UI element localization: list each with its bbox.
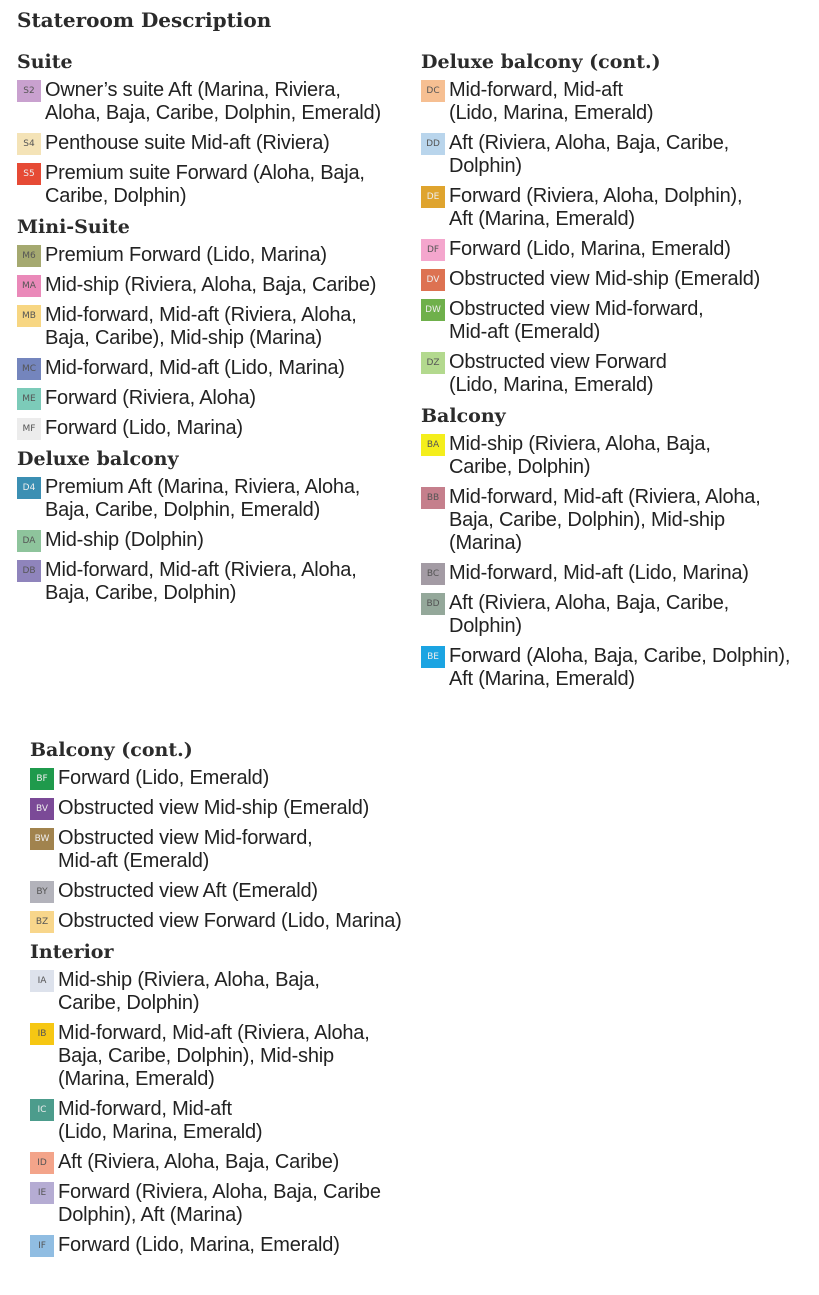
- color-swatch: DB: [17, 560, 41, 582]
- section-balcony: [421, 404, 813, 691]
- color-swatch: IB: [30, 1023, 54, 1045]
- legend-label: Obstructed view Aft (Emerald): [58, 880, 318, 902]
- legend-label: Forward (Riviera, Aloha, Dolphin), Aft (Marina, Emerald): [449, 185, 743, 230]
- legend-label: Premium suite Forward (Aloha, Baja, Caribe, Dolphin): [45, 162, 365, 207]
- color-swatch: IC: [30, 1099, 54, 1121]
- legend-label: Premium Aft (Marina, Riviera, Aloha, Baja, Caribe, Dolphin, Emerald): [45, 476, 361, 521]
- legend-item-ia: [30, 969, 450, 1015]
- color-swatch: DA: [17, 530, 41, 552]
- color-swatch: S4: [17, 133, 41, 155]
- color-swatch: BA: [421, 434, 445, 456]
- legend-label: Mid-forward, Mid-aft (Lido, Marina, Emerald): [58, 1098, 263, 1143]
- color-swatch: D4: [17, 477, 41, 499]
- legend-item-df: [421, 238, 813, 261]
- legend-item-ma: [17, 274, 417, 297]
- legend-label: Aft (Riviera, Aloha, Baja, Caribe): [58, 1151, 340, 1173]
- color-swatch: BC: [421, 563, 445, 585]
- color-swatch: DW: [421, 299, 445, 321]
- color-swatch: DE: [421, 186, 445, 208]
- legend-item-bc: [421, 562, 813, 585]
- legend-label: Mid-forward, Mid-aft (Lido, Marina): [45, 357, 345, 379]
- legend-column-1: [17, 50, 417, 612]
- legend-label: Obstructed view Forward (Lido, Marina): [58, 910, 402, 932]
- legend-label: Aft (Riviera, Aloha, Baja, Caribe, Dolphin): [449, 592, 729, 637]
- section-deluxe-balcony: [17, 447, 417, 605]
- legend-label: Obstructed view Mid-ship (Emerald): [58, 797, 370, 819]
- legend-label: Mid-ship (Dolphin): [45, 529, 204, 551]
- color-swatch: DC: [421, 80, 445, 102]
- color-swatch: DF: [421, 239, 445, 261]
- page-title: Stateroom Description: [17, 8, 272, 32]
- legend-item-d4: [17, 476, 417, 522]
- legend-label: Obstructed view Mid-ship (Emerald): [449, 268, 761, 290]
- legend-label: Mid-forward, Mid-aft (Lido, Marina, Emerald): [449, 79, 654, 124]
- legend-label: Mid-ship (Riviera, Aloha, Baja, Caribe, Dolphin): [449, 433, 711, 478]
- section-suite: [17, 50, 417, 208]
- section-title: Mini-Suite: [17, 216, 130, 238]
- legend-item-me: [17, 387, 417, 410]
- legend-item-s2: [17, 79, 417, 125]
- legend-item-m6: [17, 244, 417, 267]
- legend-label: Mid-forward, Mid-aft (Riviera, Aloha, Baja, Caribe, Dolphin), Mid-ship (Marina): [449, 486, 761, 554]
- color-swatch: BE: [421, 646, 445, 668]
- legend-item-dw: [421, 298, 813, 344]
- legend-item-mf: [17, 417, 417, 440]
- legend-item-db: [17, 559, 417, 605]
- legend-label: Mid-forward, Mid-aft (Riviera, Aloha, Baja, Caribe, Dolphin), Mid-ship (Marina, Emerald): [58, 1022, 370, 1090]
- legend-item-dd: [421, 132, 813, 178]
- color-swatch: IA: [30, 970, 54, 992]
- legend-item-ie: [30, 1181, 450, 1227]
- legend-item-id: [30, 1151, 450, 1174]
- color-swatch: ID: [30, 1152, 54, 1174]
- legend-label: Owner’s suite Aft (Marina, Riviera, Aloha, Baja, Caribe, Dolphin, Emerald): [45, 79, 381, 124]
- section-mini-suite: [17, 215, 417, 440]
- section-title: Interior: [30, 941, 114, 963]
- legend-label: Forward (Lido, Emerald): [58, 767, 270, 789]
- section-title: Balcony (cont.): [30, 739, 193, 761]
- legend-item-dc: [421, 79, 813, 125]
- legend-label: Forward (Lido, Marina): [45, 417, 243, 439]
- color-swatch: BF: [30, 768, 54, 790]
- section-title: Suite: [17, 51, 73, 73]
- legend-label: Mid-forward, Mid-aft (Riviera, Aloha, Baja, Caribe, Dolphin): [45, 559, 357, 604]
- legend-item-mc: [17, 357, 417, 380]
- section-deluxe-balcony-cont: [421, 50, 813, 397]
- legend-label: Forward (Aloha, Baja, Caribe, Dolphin), Aft (Marina, Emerald): [449, 645, 791, 690]
- color-swatch: DD: [421, 133, 445, 155]
- legend-column-3: [30, 738, 450, 1264]
- legend-item-if: [30, 1234, 450, 1257]
- section-title: Balcony: [421, 405, 506, 427]
- legend-label: Penthouse suite Mid-aft (Riviera): [45, 132, 330, 154]
- color-swatch: ME: [17, 388, 41, 410]
- color-swatch: S5: [17, 163, 41, 185]
- legend-label: Obstructed view Forward (Lido, Marina, Emerald): [449, 351, 667, 396]
- color-swatch: M6: [17, 245, 41, 267]
- legend-label: Obstructed view Mid-forward, Mid-aft (Emerald): [449, 298, 704, 343]
- legend-item-be: [421, 645, 813, 691]
- color-swatch: MF: [17, 418, 41, 440]
- section-title: Deluxe balcony (cont.): [421, 51, 661, 73]
- color-swatch: BW: [30, 828, 54, 850]
- color-swatch: BV: [30, 798, 54, 820]
- legend-label: Aft (Riviera, Aloha, Baja, Caribe, Dolphin): [449, 132, 729, 177]
- color-swatch: BZ: [30, 911, 54, 933]
- color-swatch: S2: [17, 80, 41, 102]
- color-swatch: MB: [17, 305, 41, 327]
- legend-item-bv: [30, 797, 450, 820]
- legend-column-2: [421, 50, 813, 698]
- legend-item-dv: [421, 268, 813, 291]
- color-swatch: BB: [421, 487, 445, 509]
- color-swatch: DZ: [421, 352, 445, 374]
- legend-item-de: [421, 185, 813, 231]
- legend-item-dz: [421, 351, 813, 397]
- legend-item-bf: [30, 767, 450, 790]
- legend-item-ib: [30, 1022, 450, 1091]
- color-swatch: MA: [17, 275, 41, 297]
- section-interior: [30, 940, 450, 1257]
- color-swatch: BY: [30, 881, 54, 903]
- legend-item-mb: [17, 304, 417, 350]
- section-balcony-cont: [30, 738, 450, 933]
- legend-label: Mid-forward, Mid-aft (Lido, Marina): [449, 562, 749, 584]
- legend-item-ba: [421, 433, 813, 479]
- legend-label: Premium Forward (Lido, Marina): [45, 244, 327, 266]
- legend-item-da: [17, 529, 417, 552]
- color-swatch: BD: [421, 593, 445, 615]
- legend-label: Mid-ship (Riviera, Aloha, Baja, Caribe): [45, 274, 377, 296]
- legend-label: Mid-ship (Riviera, Aloha, Baja, Caribe, Dolphin): [58, 969, 320, 1014]
- legend-item-ic: [30, 1098, 450, 1144]
- legend-label: Forward (Lido, Marina, Emerald): [449, 238, 731, 260]
- legend-label: Forward (Riviera, Aloha): [45, 387, 256, 409]
- color-swatch: IF: [30, 1235, 54, 1257]
- legend-label: Obstructed view Mid-forward, Mid-aft (Emerald): [58, 827, 313, 872]
- section-title: Deluxe balcony: [17, 448, 179, 470]
- legend-item-bb: [421, 486, 813, 555]
- color-swatch: DV: [421, 269, 445, 291]
- legend-item-by: [30, 880, 450, 903]
- legend-item-bw: [30, 827, 450, 873]
- legend-label: Forward (Riviera, Aloha, Baja, Caribe Dolphin), Aft (Marina): [58, 1181, 381, 1226]
- legend-label: Mid-forward, Mid-aft (Riviera, Aloha, Baja, Caribe), Mid-ship (Marina): [45, 304, 357, 349]
- legend-item-bd: [421, 592, 813, 638]
- color-swatch: IE: [30, 1182, 54, 1204]
- color-swatch: MC: [17, 358, 41, 380]
- legend-item-s4: [17, 132, 417, 155]
- legend-item-s5: [17, 162, 417, 208]
- legend-item-bz: [30, 910, 450, 933]
- legend-label: Forward (Lido, Marina, Emerald): [58, 1234, 340, 1256]
